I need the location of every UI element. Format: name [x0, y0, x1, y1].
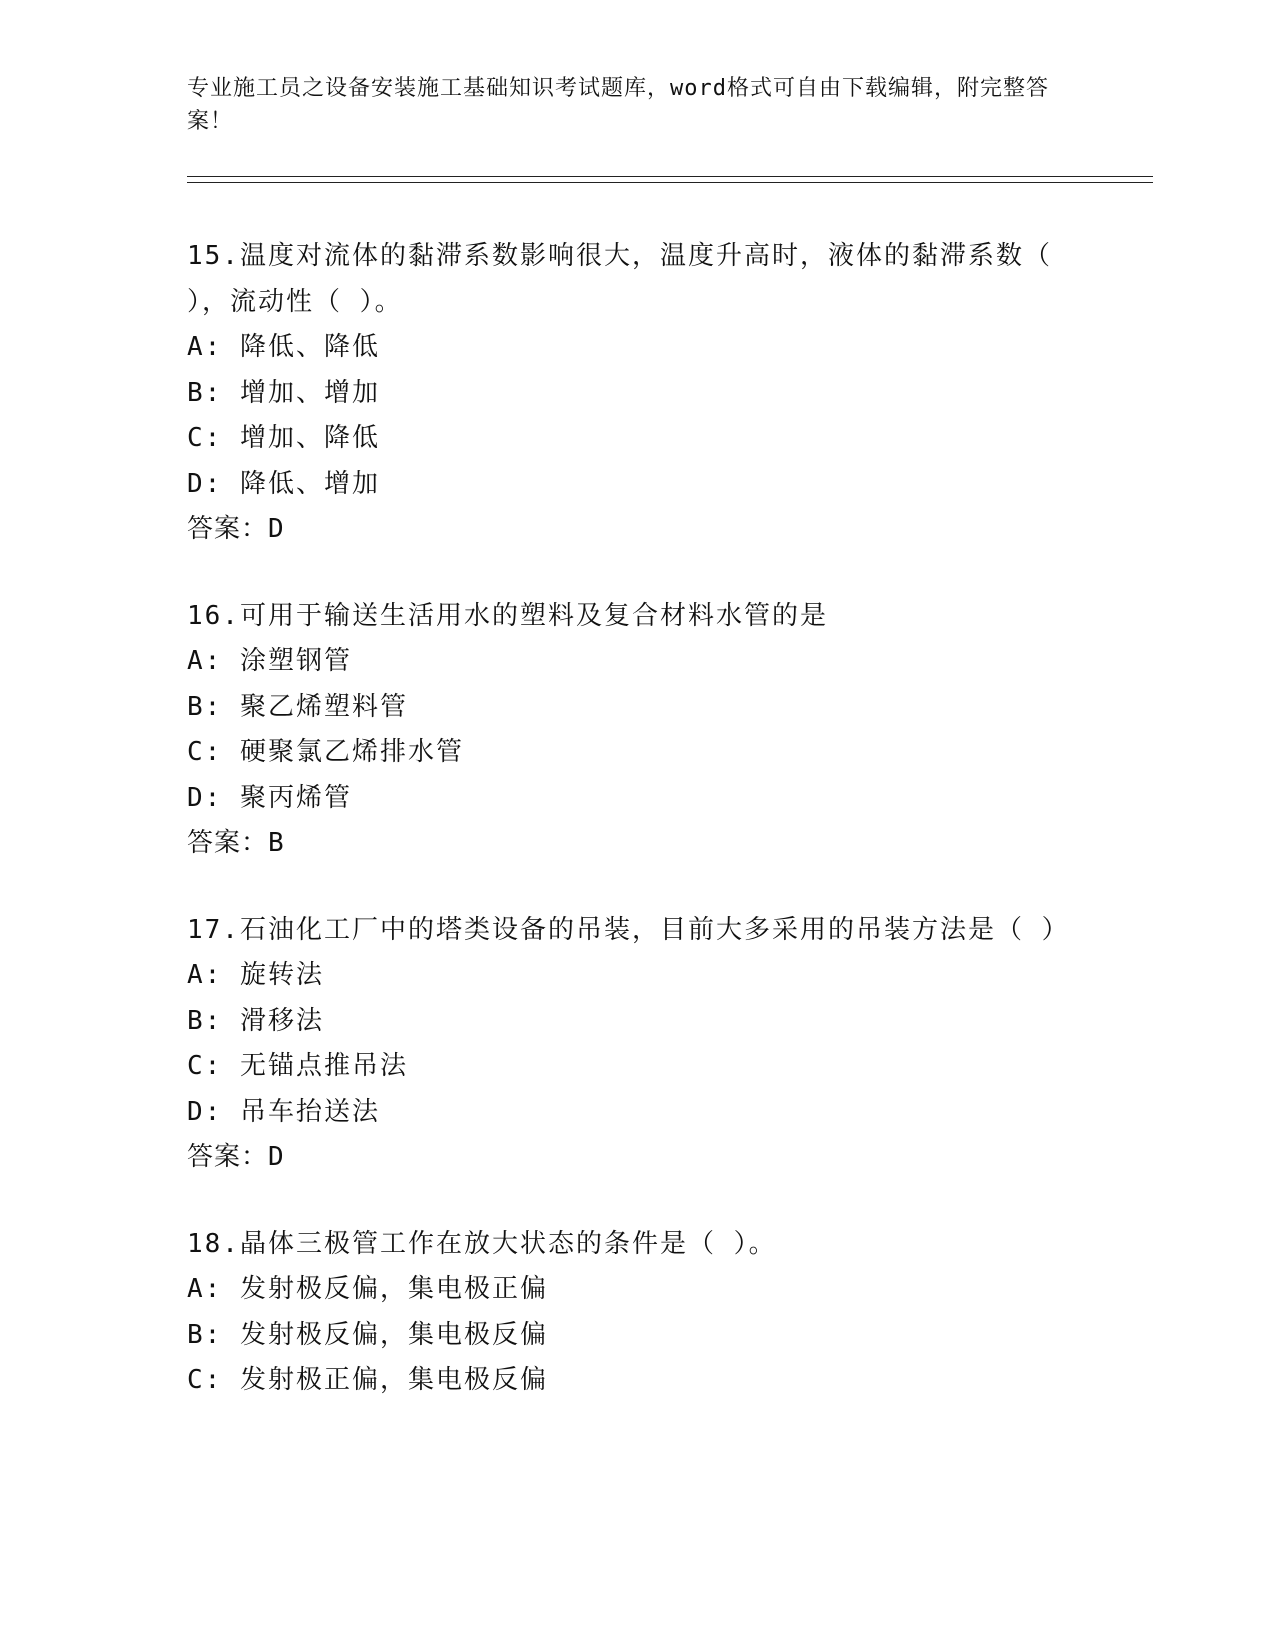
option-c: C: 硬聚氯乙烯排水管	[187, 737, 464, 767]
question-16	[187, 594, 1087, 867]
question-text: 17.石油化工厂中的塔类设备的吊装，目前大多采用的吊装方法是（ ）	[187, 914, 1070, 945]
answer-label: 答案：B	[187, 828, 285, 858]
option-a: A: 发射极反偏，集电极正偏	[187, 1274, 548, 1304]
option-c: C: 增加、降低	[187, 423, 380, 453]
answer-label: 答案：D	[187, 1142, 285, 1172]
option-d: D: 吊车抬送法	[187, 1096, 380, 1127]
answer-label: 答案：D	[187, 514, 285, 544]
question-list	[187, 234, 1087, 1445]
option-b: B: 发射极反偏，集电极反偏	[187, 1319, 548, 1350]
question-text: 18.晶体三极管工作在放大状态的条件是（ ）。	[187, 1228, 777, 1259]
option-d: D: 降低、增加	[187, 468, 380, 499]
header-rule-bottom	[187, 182, 1153, 183]
option-c: C: 无锚点推吊法	[187, 1051, 408, 1081]
question-text: 16.可用于输送生活用水的塑料及复合材料水管的是	[187, 600, 828, 631]
option-d: D: 聚丙烯管	[187, 782, 352, 813]
header-rule-top	[187, 176, 1153, 177]
option-b: B: 聚乙烯塑料管	[187, 691, 408, 722]
option-a: A: 涂塑钢管	[187, 646, 352, 676]
question-text: 15.温度对流体的黏滞系数影响很大，温度升高时，液体的黏滞系数（ ），流动性（ ）。	[187, 241, 1070, 317]
question-17	[187, 908, 1087, 1181]
option-c: C: 发射极正偏，集电极反偏	[187, 1365, 548, 1395]
question-15	[187, 234, 1087, 553]
option-a: A: 降低、降低	[187, 332, 380, 362]
question-18	[187, 1222, 1087, 1404]
option-b: B: 增加、增加	[187, 377, 380, 408]
option-b: B: 滑移法	[187, 1005, 324, 1036]
option-a: A: 旋转法	[187, 960, 324, 990]
document-header: 专业施工员之设备安装施工基础知识考试题库，word格式可自由下载编辑，附完整答案！	[187, 76, 1049, 134]
